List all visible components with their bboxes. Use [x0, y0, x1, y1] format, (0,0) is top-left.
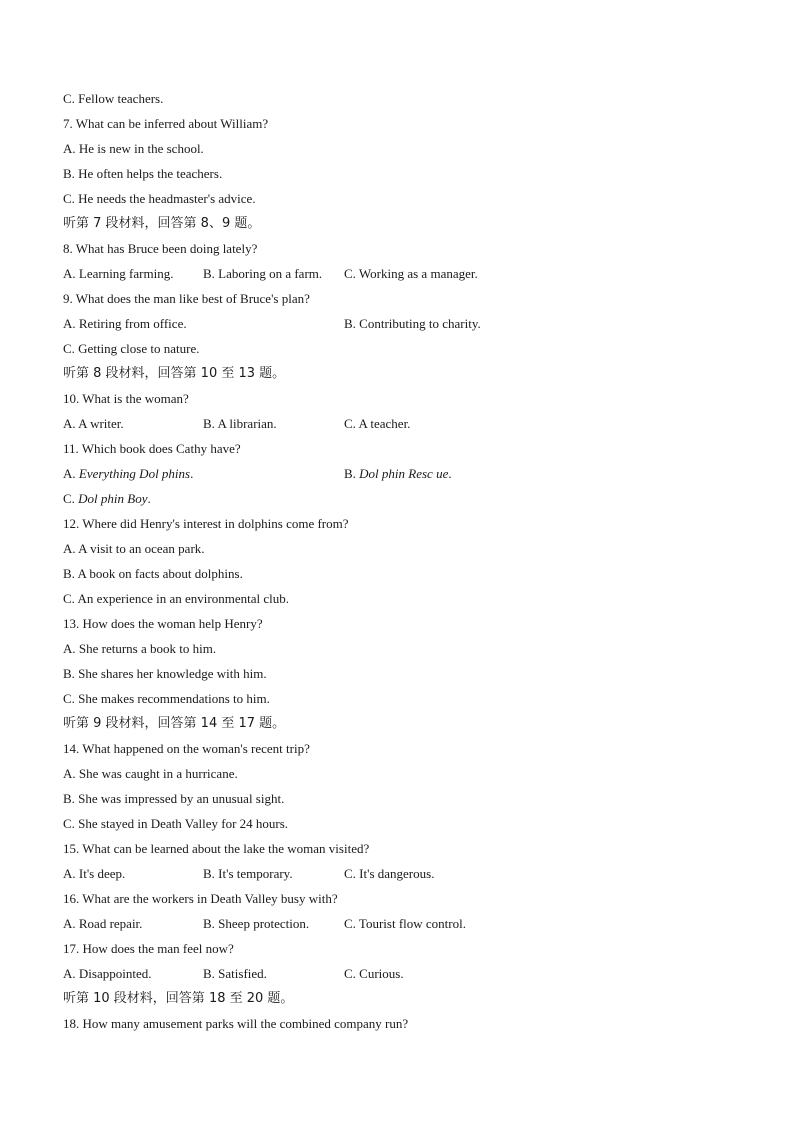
options-row [63, 263, 743, 288]
section-text: 听第 10 段材料，回答第 18 至 20 题。 [63, 991, 294, 1006]
section-instruction [63, 713, 743, 738]
answer-option [63, 688, 743, 713]
line-text: 10. What is the woman? [63, 391, 189, 406]
line-text: B. She was impressed by an unusual sight. [63, 791, 285, 806]
line-text: 7. What can be inferred about William? [63, 116, 269, 131]
answer-option [63, 188, 743, 213]
section-text: 听第 7 段材料，回答第 8、9 题。 [63, 216, 261, 231]
question-stem [63, 738, 743, 763]
answer-option [63, 488, 743, 513]
option-b: B. A librarian. [203, 416, 277, 431]
option-b: B. Contributing to charity. [344, 316, 481, 331]
answer-option [63, 163, 743, 188]
exam-page [63, 88, 743, 1038]
option-letter: B. [344, 466, 360, 481]
answer-option [63, 663, 743, 688]
question-stem [63, 438, 743, 463]
option-a: A. Learning farming. [63, 266, 174, 281]
question-stem [63, 113, 743, 138]
answer-option [63, 88, 743, 113]
question-stem [63, 288, 743, 313]
options-row [63, 963, 743, 988]
options-row [63, 913, 743, 938]
options-row [63, 413, 743, 438]
line-text: B. He often helps the teachers. [63, 166, 223, 181]
question-stem [63, 388, 743, 413]
answer-option [63, 638, 743, 663]
book-title: Dol phin Boy [78, 491, 148, 506]
option-punct: . [448, 466, 452, 481]
line-text: 11. Which book does Cathy have? [63, 441, 241, 456]
answer-option [63, 538, 743, 563]
option-letter: C. [63, 491, 79, 506]
option-b [344, 463, 452, 485]
line-text: 14. What happened on the woman's recent trip? [63, 741, 310, 756]
question-stem [63, 938, 743, 963]
option-a: A. Disappointed. [63, 966, 152, 981]
section-text: 听第 8 段材料，回答第 10 至 13 题。 [63, 366, 286, 381]
line-text: C. Getting close to nature. [63, 341, 200, 356]
options-row [63, 463, 743, 488]
option-a: A. Road repair. [63, 916, 143, 931]
option-c: C. It's dangerous. [344, 866, 435, 881]
option-a: A. It's deep. [63, 866, 126, 881]
options-row [63, 313, 743, 338]
line-text: 16. What are the workers in Death Valley busy with? [63, 891, 338, 906]
book-title: Everything Dol phins [78, 466, 191, 481]
option-c: C. Curious. [344, 966, 404, 981]
option-c: C. A teacher. [344, 416, 411, 431]
section-text: 听第 9 段材料，回答第 14 至 17 题。 [63, 716, 286, 731]
answer-option [63, 763, 743, 788]
answer-option [63, 788, 743, 813]
option-a [63, 463, 193, 485]
line-text: A. He is new in the school. [63, 141, 204, 156]
option-b: B. Laboring on a farm. [203, 266, 323, 281]
section-instruction [63, 213, 743, 238]
option-a: A. A writer. [63, 416, 124, 431]
book-title: Dol phin Resc ue [359, 466, 449, 481]
option-punct: . [190, 466, 194, 481]
answer-option [63, 813, 743, 838]
line-text: C. He needs the headmaster's advice. [63, 191, 256, 206]
question-stem [63, 888, 743, 913]
line-text: 12. Where did Henry's interest in dolphins come from? [63, 516, 349, 531]
line-text: A. She was caught in a hurricane. [63, 766, 238, 781]
option-b: B. It's temporary. [203, 866, 293, 881]
line-text: 13. How does the woman help Henry? [63, 616, 263, 631]
question-stem [63, 838, 743, 863]
option-letter: A. [63, 466, 79, 481]
line-text: 18. How many amusement parks will the combined company run? [63, 1016, 409, 1031]
section-instruction [63, 363, 743, 388]
section-instruction [63, 988, 743, 1013]
answer-option [63, 138, 743, 163]
line-text: 8. What has Bruce been doing lately? [63, 241, 258, 256]
answer-option [63, 588, 743, 613]
question-stem [63, 1013, 743, 1038]
line-text: C. An experience in an environmental club. [63, 591, 289, 606]
line-text: 15. What can be learned about the lake the woman visited? [63, 841, 370, 856]
option-b: B. Satisfied. [203, 966, 267, 981]
line-text: C. Fellow teachers. [63, 91, 164, 106]
line-text: 17. How does the man feel now? [63, 941, 234, 956]
option-a: A. Retiring from office. [63, 316, 187, 331]
answer-option [63, 563, 743, 588]
line-text: C. She stayed in Death Valley for 24 hours. [63, 816, 289, 831]
option-c: C. Working as a manager. [344, 266, 478, 281]
line-text: B. She shares her knowledge with him. [63, 666, 267, 681]
answer-option [63, 338, 743, 363]
line-text: B. A book on facts about dolphins. [63, 566, 243, 581]
line-text: C. She makes recommendations to him. [63, 691, 270, 706]
question-stem [63, 238, 743, 263]
line-text: 9. What does the man like best of Bruce's plan? [63, 291, 310, 306]
question-stem [63, 513, 743, 538]
line-text: A. A visit to an ocean park. [63, 541, 205, 556]
option-b: B. Sheep protection. [203, 916, 310, 931]
option-punct: . [147, 491, 151, 506]
question-stem [63, 613, 743, 638]
option-c: C. Tourist flow control. [344, 916, 466, 931]
options-row [63, 863, 743, 888]
line-text: A. She returns a book to him. [63, 641, 217, 656]
